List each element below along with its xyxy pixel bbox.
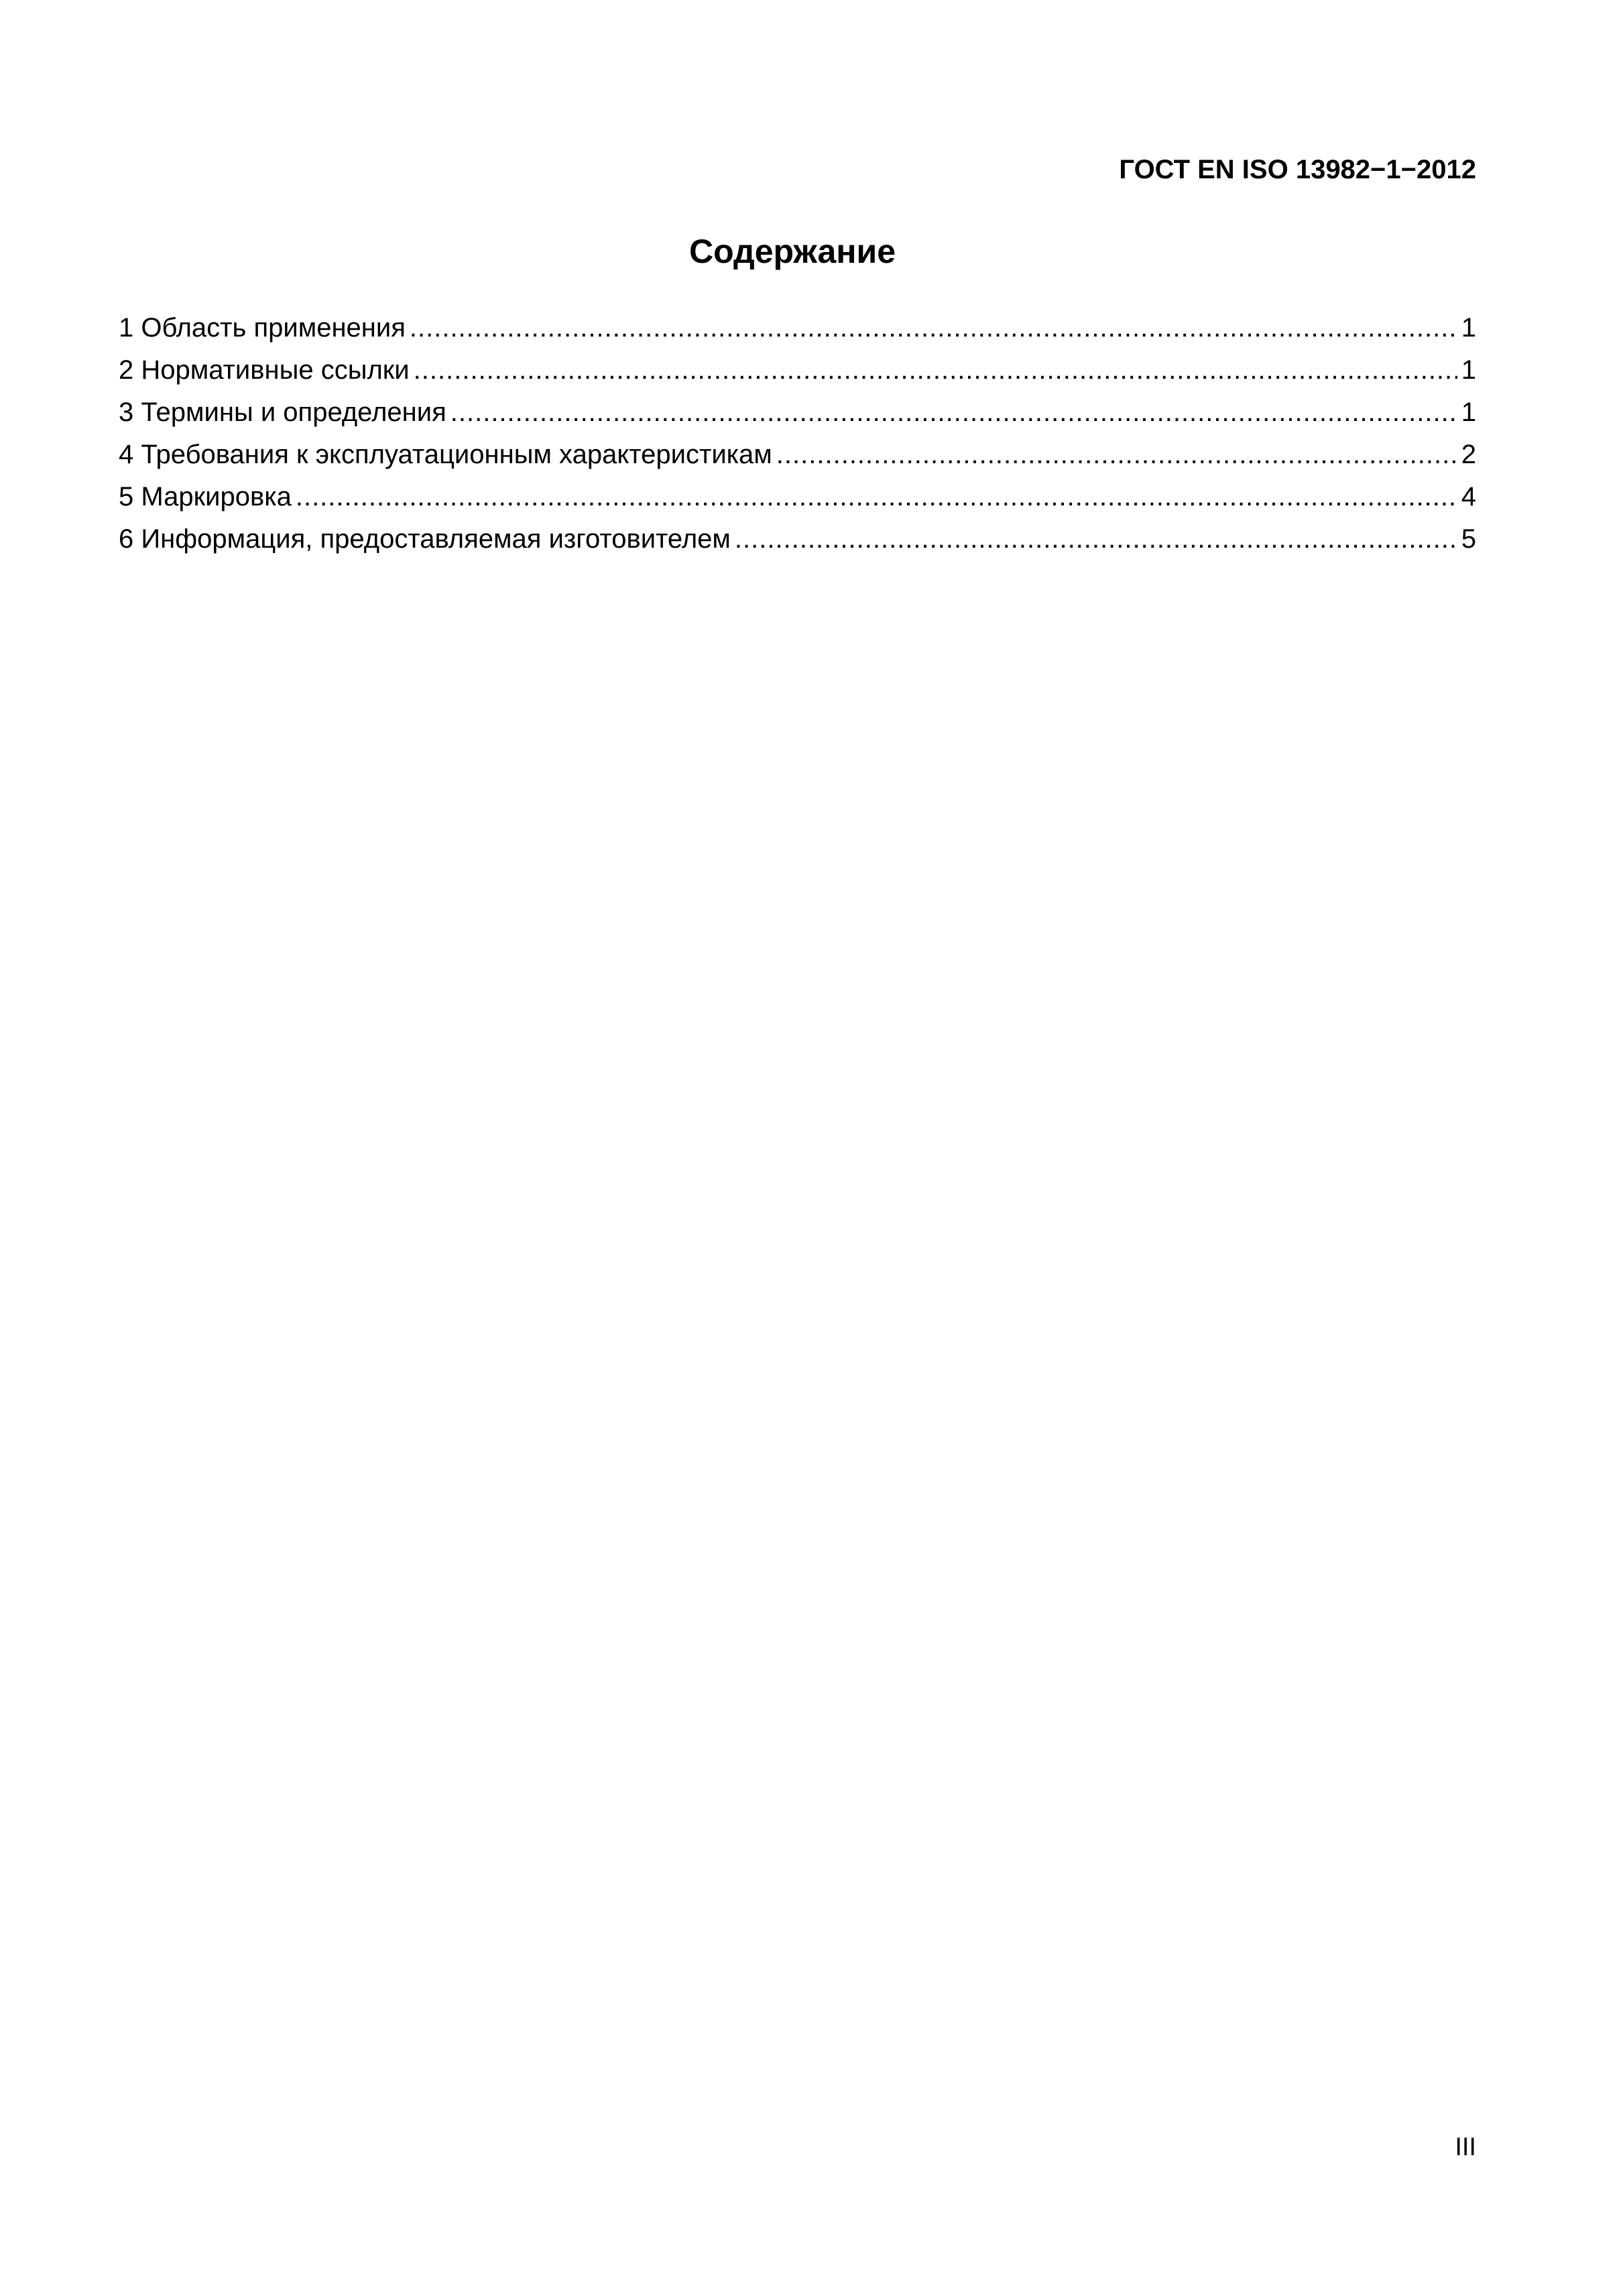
toc-entry-manufacturer-information[interactable] [119,518,1476,560]
toc-entry-label: 2 Нормативные ссылки [119,355,410,385]
toc-entry-scope[interactable] [119,307,1476,349]
toc-entry-normative-references[interactable] [119,349,1476,391]
toc-entry-terms-definitions[interactable] [119,391,1476,434]
toc-entry-page: 1 [1461,355,1476,385]
toc-dot-leader [296,476,1457,518]
toc-entry-label: 1 Область применения [119,313,406,343]
page-number: III [1455,2133,1476,2161]
toc-entry-page: 4 [1461,482,1476,511]
toc-entry-performance-requirements[interactable] [119,434,1476,476]
table-of-contents [119,307,1476,560]
toc-entry-label: 6 Информация, предоставляемая изготовителем [119,524,731,554]
toc-entry-page: 1 [1461,398,1476,427]
toc-entry-label: 4 Требования к эксплуатационным характеристикам [119,440,772,469]
toc-entry-label: 3 Термины и определения [119,398,446,427]
toc-entry-label: 5 Маркировка [119,482,292,511]
toc-dot-leader [450,391,1457,434]
toc-dot-leader [735,518,1457,560]
toc-title: Содержание [688,233,896,270]
toc-entry-marking[interactable] [119,476,1476,518]
standard-code-header: ГОСТ EN ISO 13982−1−2012 [1119,155,1476,184]
toc-entry-page: 1 [1461,313,1476,343]
toc-entry-page: 2 [1461,440,1476,469]
toc-entry-page: 5 [1461,524,1476,554]
toc-dot-leader [776,434,1457,476]
toc-dot-leader [410,307,1457,349]
toc-dot-leader [414,349,1457,391]
